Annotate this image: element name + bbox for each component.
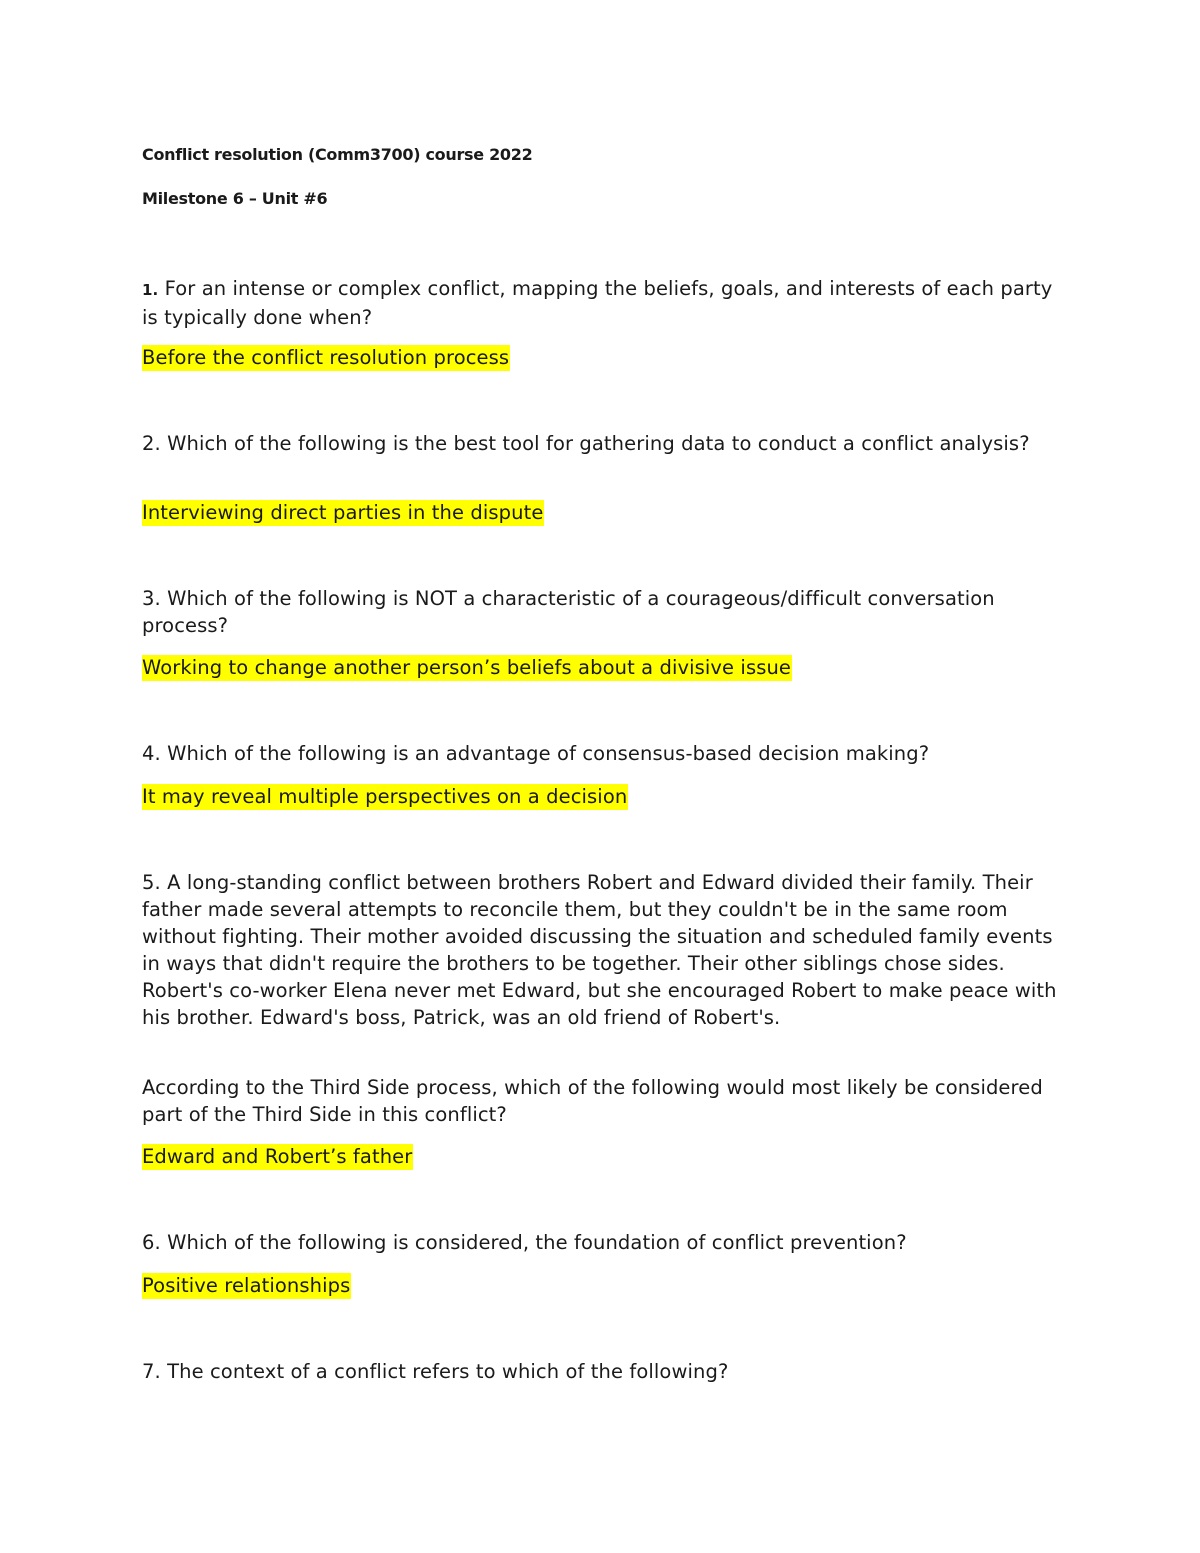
question-5-prompt: According to the Third Side process, which of the following would most likely be considered part of the Third Side in this conflict? xyxy=(142,1076,1043,1126)
question-text: Which of the following is NOT a characteristic of a courageous/difficult conversation process? xyxy=(142,587,995,637)
question-text: For an intense or complex conflict, mapping the beliefs, goals, and interests of each party is typically done when? xyxy=(142,277,1053,329)
answer-6 xyxy=(142,1272,351,1299)
question-number: 1. xyxy=(142,281,159,299)
answer-highlight: Before the conflict resolution process xyxy=(142,346,510,369)
answer-highlight: Positive relationships xyxy=(142,1274,351,1297)
answer-4 xyxy=(142,783,628,810)
question-text: Which of the following is the best tool for gathering data to conduct a conflict analysis? xyxy=(167,432,1030,455)
answer-2 xyxy=(142,499,544,526)
question-1 xyxy=(142,275,1062,331)
question-6 xyxy=(142,1229,1062,1256)
question-text: A long-standing conflict between brothers Robert and Edward divided their family. Their father made several attempts to reconcile them, but they couldn't be in the same room without fighting. Their mother avoided discussing the situation and scheduled family events in ways that didn't require the brothers to be together. Their other siblings chose sides. Robert's co-worker Elena never met Edward, but she encouraged Robert to make peace with his brother. Edward's boss, Patrick, was an old friend of Robert's. xyxy=(142,871,1057,1029)
answer-3 xyxy=(142,654,792,681)
question-7 xyxy=(142,1358,1062,1385)
question-number: 2. xyxy=(142,432,161,455)
answer-highlight: Edward and Robert’s father xyxy=(142,1145,413,1168)
question-text: The context of a conflict refers to which of the following? xyxy=(167,1360,729,1383)
answer-highlight: Interviewing direct parties in the dispute xyxy=(142,501,544,524)
question-3 xyxy=(142,585,1062,639)
question-number: 7. xyxy=(142,1360,161,1383)
answer-1 xyxy=(142,344,510,371)
answer-5 xyxy=(142,1143,413,1170)
document-title: Conflict resolution (Comm3700) course 2022 xyxy=(142,145,533,164)
question-number: 6. xyxy=(142,1231,161,1254)
question-number: 5. xyxy=(142,871,161,894)
question-text: Which of the following is considered, the foundation of conflict prevention? xyxy=(167,1231,907,1254)
answer-highlight: It may reveal multiple perspectives on a decision xyxy=(142,785,628,808)
question-5 xyxy=(142,869,1062,1031)
question-4 xyxy=(142,740,1062,767)
answer-highlight: Working to change another person’s beliefs about a divisive issue xyxy=(142,656,792,679)
question-number: 3. xyxy=(142,587,161,610)
question-number: 4. xyxy=(142,742,161,765)
question-text: Which of the following is an advantage of consensus-based decision making? xyxy=(167,742,930,765)
question-2 xyxy=(142,430,1062,457)
document-subtitle: Milestone 6 – Unit #6 xyxy=(142,189,328,208)
